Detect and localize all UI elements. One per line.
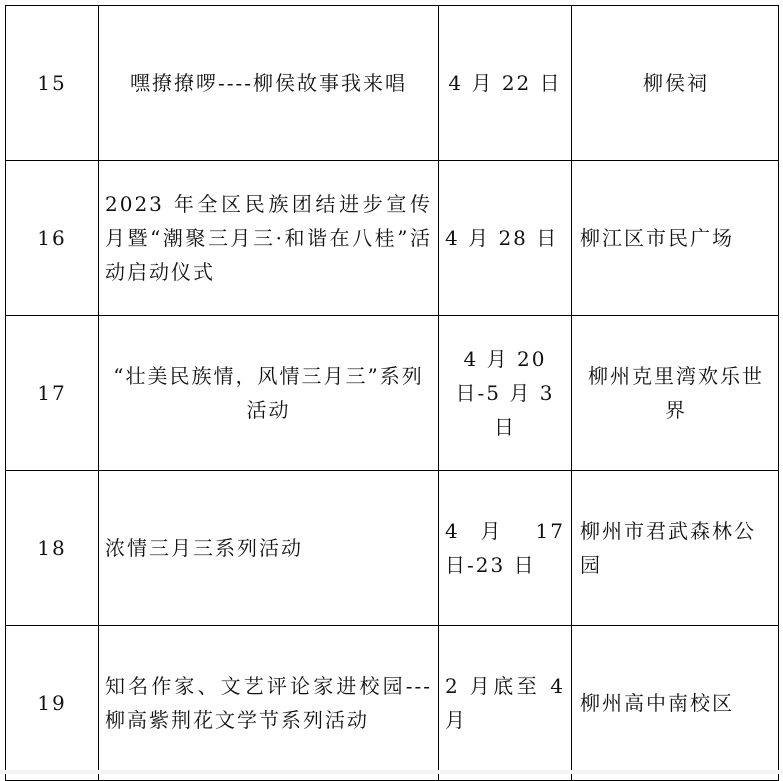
activity-name: 2023 年全区民族团结进步宣传月暨“潮聚三月三·和谐在八桂”活动启动仪式	[99, 161, 439, 316]
activity-place: 柳州高中南校区	[572, 626, 779, 781]
activity-name: 知名作家、文艺评论家进校园---柳高紫荆花文学节系列活动	[99, 626, 439, 781]
activity-table	[5, 5, 779, 781]
row-number: 16	[6, 161, 99, 316]
activity-place: 柳侯祠	[572, 6, 779, 161]
table-row	[6, 471, 779, 626]
activity-date: 4 月 17 日-23 日	[439, 471, 572, 626]
activity-name: 浓情三月三系列活动	[99, 471, 439, 626]
activity-place: 柳州克里湾欢乐世界	[572, 316, 779, 471]
activity-place: 柳江区市民广场	[572, 161, 779, 316]
page-bottom-edge	[0, 770, 783, 774]
row-number: 17	[6, 316, 99, 471]
activity-date: 4 月 20 日-5 月 3 日	[439, 316, 572, 471]
table-row	[6, 626, 779, 781]
activity-date: 4 月 22 日	[439, 6, 572, 161]
table-row	[6, 161, 779, 316]
activity-name: “壮美民族情，风情三月三”系列活动	[99, 316, 439, 471]
activity-place: 柳州市君武森林公园	[572, 471, 779, 626]
row-number: 18	[6, 471, 99, 626]
table-row	[6, 316, 779, 471]
row-number: 19	[6, 626, 99, 781]
activity-date: 4 月 28 日	[439, 161, 572, 316]
activity-date: 2 月底至 4 月	[439, 626, 572, 781]
table-row	[6, 6, 779, 161]
row-number: 15	[6, 6, 99, 161]
activity-name: 嘿撩撩啰----柳侯故事我来唱	[99, 6, 439, 161]
